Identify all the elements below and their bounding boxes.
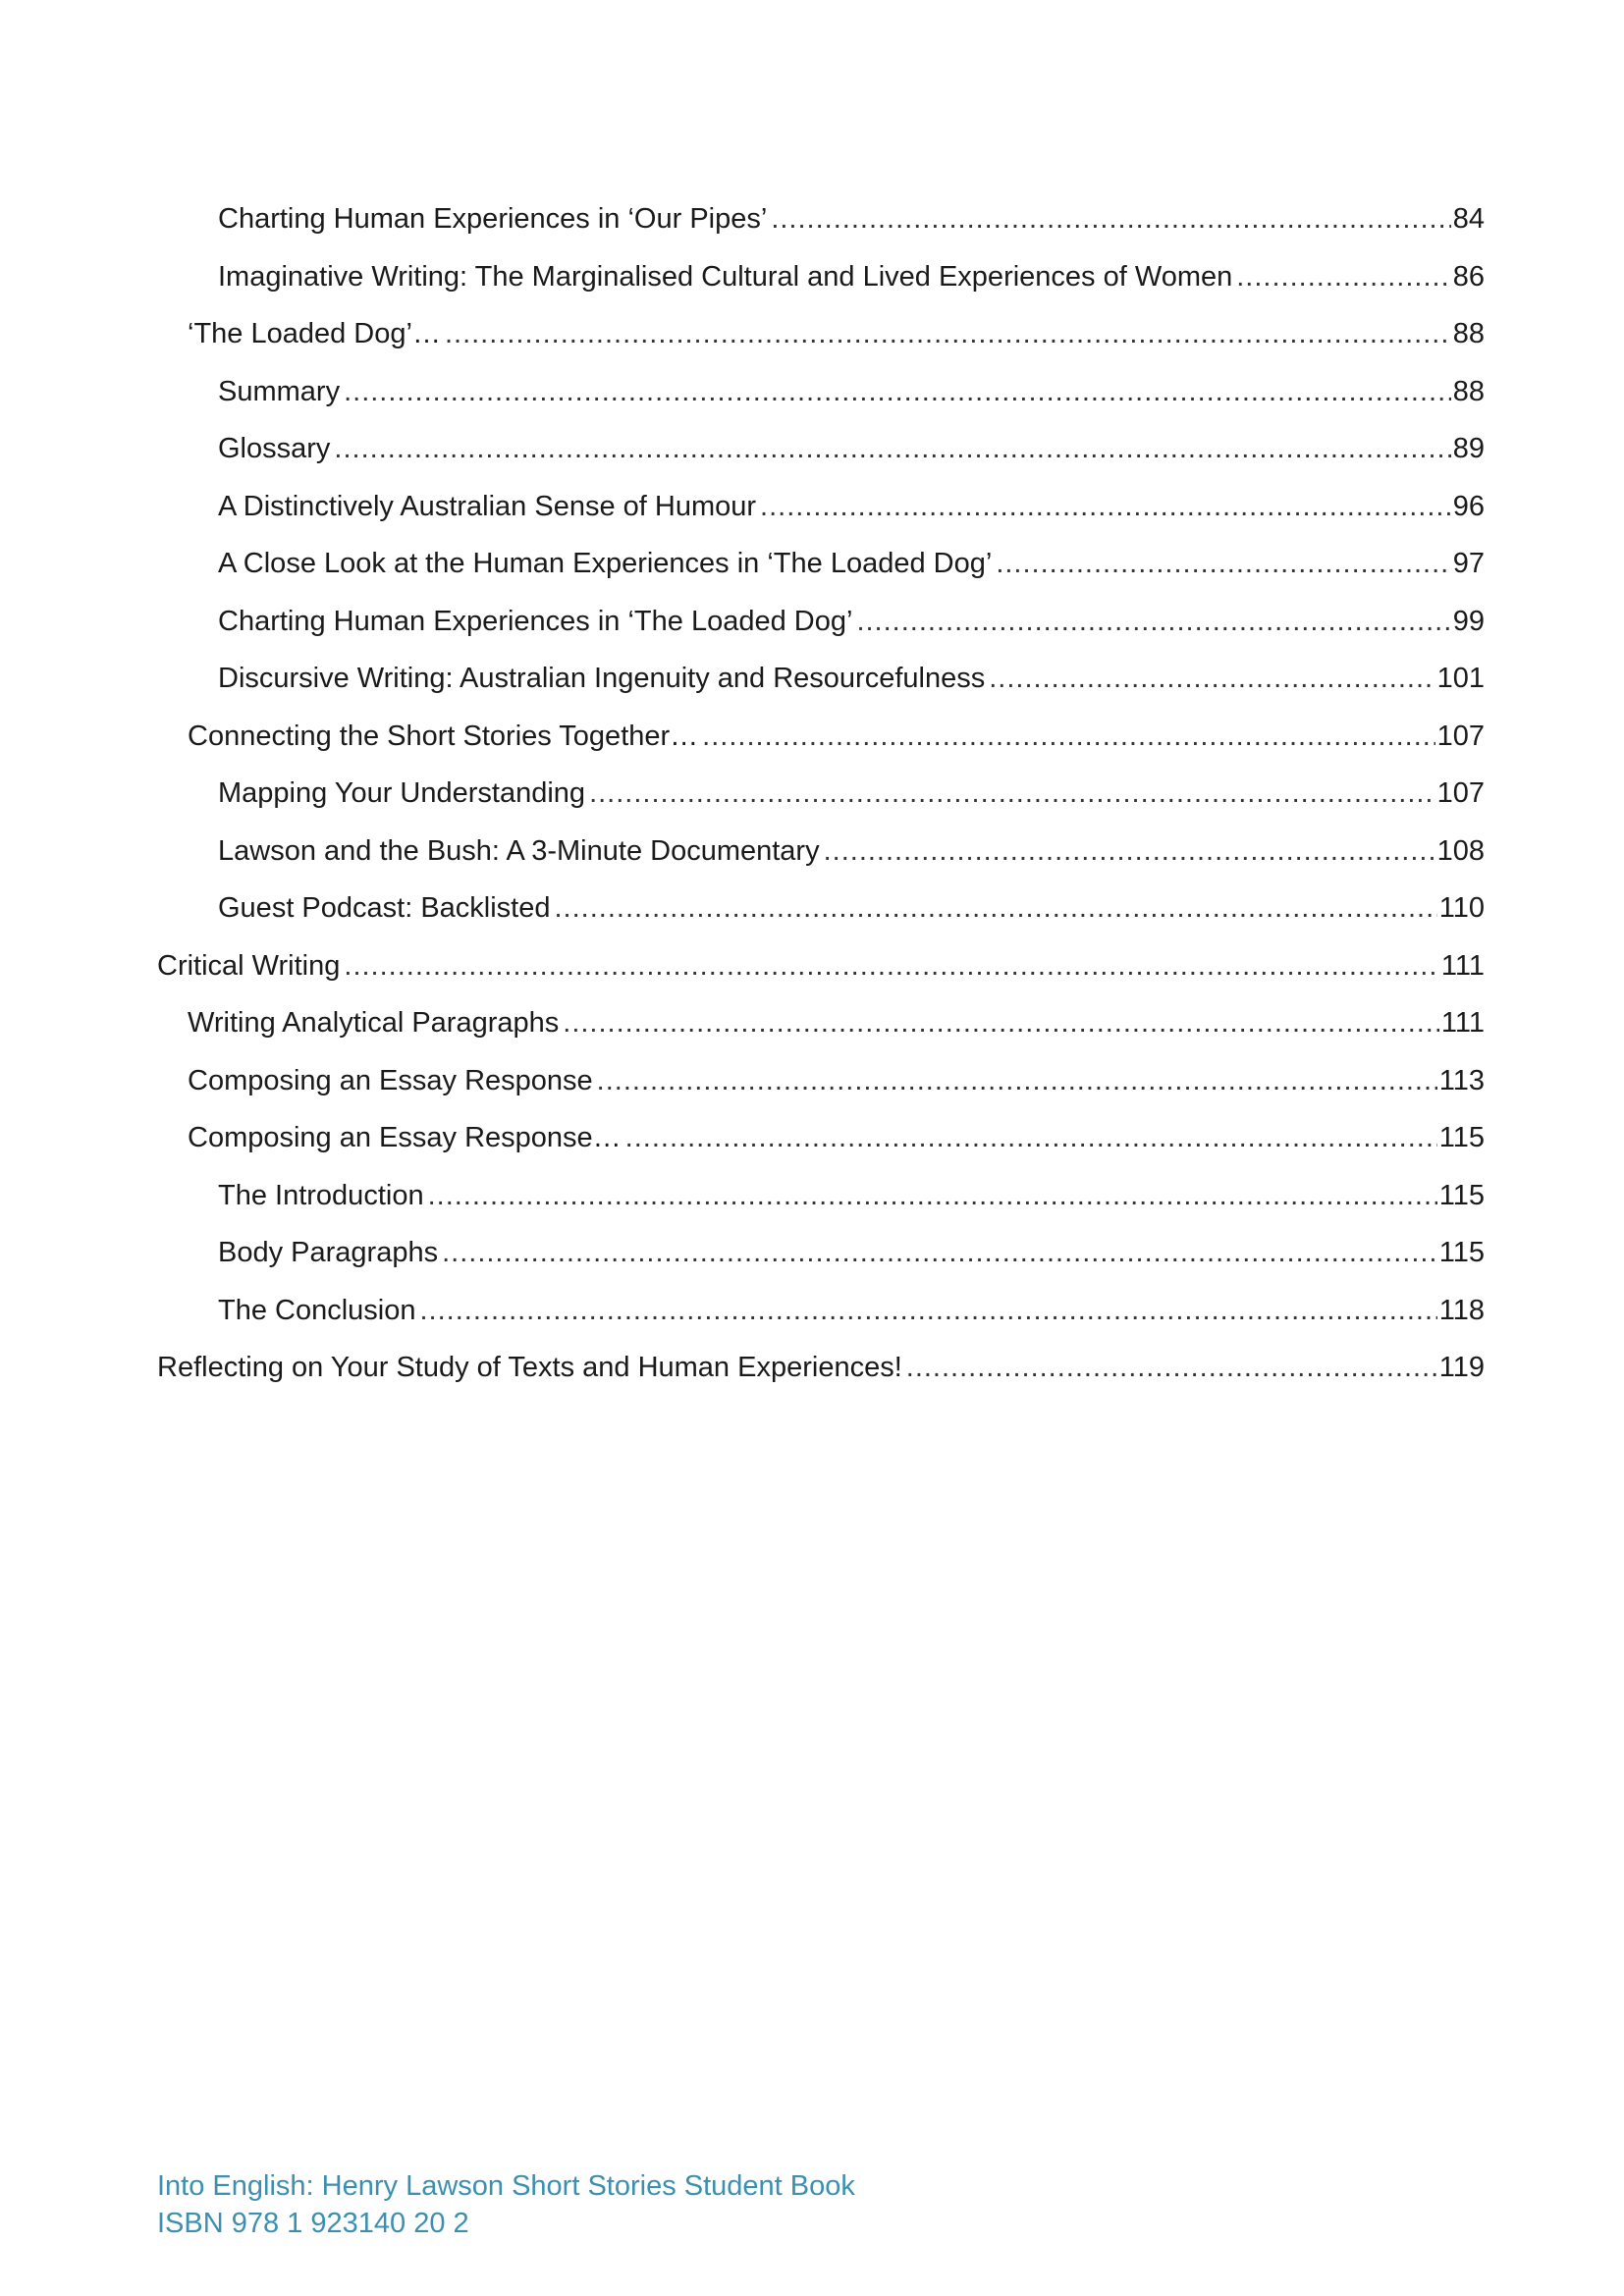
toc-dot-leader: [989, 650, 1435, 708]
toc-entry[interactable]: [157, 765, 1485, 823]
toc-entry[interactable]: [157, 420, 1485, 478]
toc-dot-leader: [856, 593, 1450, 651]
footer-book-title: Into English: Henry Lawson Short Stories Student Book: [157, 2170, 855, 2202]
toc-entry[interactable]: [157, 363, 1485, 421]
toc-entry[interactable]: [157, 535, 1485, 593]
toc-dot-leader: [555, 880, 1437, 937]
toc-dot-leader: [428, 1167, 1437, 1225]
toc-entry[interactable]: [157, 650, 1485, 708]
toc-entry-title: A Close Look at the Human Experiences in ‘The Loaded Dog’: [218, 548, 993, 579]
toc-dot-leader: [420, 1282, 1437, 1340]
toc-entry[interactable]: [157, 937, 1485, 995]
toc-page-number: 108: [1436, 834, 1485, 867]
toc-dot-leader: [996, 535, 1450, 593]
toc-entry-title: Glossary: [218, 433, 331, 464]
toc-entry-title: Guest Podcast: Backlisted: [218, 892, 551, 924]
toc-dot-leader: [344, 363, 1451, 421]
toc-entry-title: Writing Analytical Paragraphs: [188, 1007, 560, 1039]
toc-dot-leader: [563, 994, 1439, 1052]
toc-entry[interactable]: [157, 1339, 1485, 1397]
toc-page-number: 84: [1452, 203, 1485, 235]
toc-entry-title: Composing an Essay Response: [188, 1064, 593, 1096]
toc-dot-leader: [771, 190, 1450, 248]
toc-entry[interactable]: [157, 823, 1485, 881]
toc-page-number: 111: [1440, 949, 1485, 982]
toc-dot-leader: [334, 420, 1450, 478]
toc-page-number: 119: [1438, 1352, 1485, 1383]
toc-entry[interactable]: [157, 708, 1485, 766]
toc-entry-title: Connecting the Short Stories Together…: [188, 720, 699, 752]
toc-entry[interactable]: [157, 248, 1485, 306]
toc-entry[interactable]: [157, 1052, 1485, 1110]
toc-page-number: 115: [1438, 1122, 1485, 1153]
toc-entry-title: Composing an Essay Response…: [188, 1122, 622, 1153]
toc-page-number: 115: [1438, 1179, 1485, 1211]
footer-isbn: ISBN 978 1 923140 20 2: [157, 2208, 469, 2239]
toc-dot-leader: [625, 1109, 1437, 1167]
toc-entry-title: The Conclusion: [218, 1294, 416, 1326]
toc-page-number: 110: [1438, 892, 1485, 924]
toc-page-number: 89: [1452, 433, 1485, 464]
toc-dot-leader: [589, 765, 1435, 823]
toc-entry-title: Lawson and the Bush: A 3-Minute Documentary: [218, 834, 820, 867]
toc-page-number: 118: [1438, 1294, 1485, 1326]
toc-page-number: 88: [1452, 375, 1485, 407]
toc-page-number: 111: [1440, 1007, 1485, 1039]
toc-entry[interactable]: [157, 1282, 1485, 1340]
toc-entry[interactable]: [157, 305, 1485, 363]
toc-entry[interactable]: [157, 593, 1485, 651]
toc-page-number: 86: [1452, 260, 1485, 293]
toc-entry-title: Summary: [218, 375, 341, 407]
toc-entry[interactable]: [157, 880, 1485, 937]
toc-entry-title: Reflecting on Your Study of Texts and Human Experiences!: [157, 1352, 902, 1383]
toc-page-number: 113: [1438, 1064, 1485, 1096]
toc-entry-title: Body Paragraphs: [218, 1237, 439, 1268]
toc-entry[interactable]: [157, 994, 1485, 1052]
toc-entry[interactable]: [157, 1224, 1485, 1282]
toc-dot-leader: [702, 708, 1435, 766]
toc-dot-leader: [442, 1224, 1437, 1282]
toc-entry-title: Imaginative Writing: The Marginalised Cultural and Lived Experiences of Women: [218, 260, 1233, 293]
toc-entry[interactable]: [157, 190, 1485, 248]
toc-dot-leader: [760, 478, 1451, 536]
table-of-contents: [157, 190, 1485, 1397]
toc-page-number: 107: [1436, 777, 1485, 809]
toc-entry-title: ‘The Loaded Dog’…: [188, 318, 441, 349]
toc-entry-title: Charting Human Experiences in ‘Our Pipes’: [218, 203, 768, 235]
toc-entry-title: The Introduction: [218, 1179, 424, 1211]
toc-entry[interactable]: [157, 1167, 1485, 1225]
toc-page-number: 96: [1452, 490, 1485, 522]
toc-dot-leader: [445, 305, 1451, 363]
toc-entry-title: Critical Writing: [157, 949, 341, 982]
toc-page-number: 88: [1452, 318, 1485, 349]
toc-dot-leader: [1236, 248, 1450, 306]
toc-page-number: 115: [1438, 1237, 1485, 1268]
toc-entry[interactable]: [157, 1109, 1485, 1167]
toc-dot-leader: [344, 937, 1439, 995]
toc-page-number: 97: [1452, 548, 1485, 579]
toc-page-number: 99: [1452, 605, 1485, 637]
page-footer: [157, 2167, 855, 2242]
toc-page-number: 107: [1436, 720, 1485, 752]
toc-page-number: 101: [1436, 663, 1485, 694]
toc-entry-title: Charting Human Experiences in ‘The Loaded Dog’: [218, 605, 853, 637]
toc-entry-title: Discursive Writing: Australian Ingenuity and Resourcefulness: [218, 663, 986, 694]
toc-entry-title: Mapping Your Understanding: [218, 777, 586, 809]
toc-dot-leader: [906, 1339, 1437, 1397]
toc-entry[interactable]: [157, 478, 1485, 536]
toc-dot-leader: [597, 1052, 1437, 1110]
toc-dot-leader: [824, 823, 1435, 881]
toc-entry-title: A Distinctively Australian Sense of Humour: [218, 490, 757, 522]
